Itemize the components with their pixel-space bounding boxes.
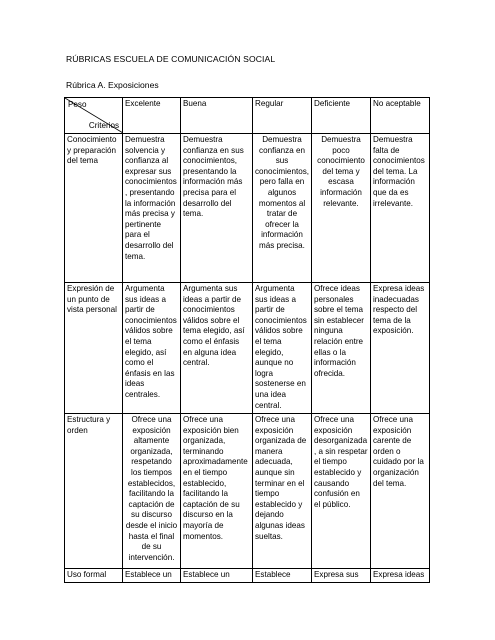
descriptor-cell-no-aceptable: Ofrece una exposición carente de orden o cuidado por la organización del tema.	[371, 414, 430, 569]
descriptor-cell-deficiente: Expresa sus	[312, 569, 371, 583]
descriptor-cell-deficiente: Ofrece ideas personales sobre el tema sin establecer ninguna relación entre ellas o la información ofrecida.	[312, 283, 371, 414]
descriptor-cell-excelente: Ofrece una exposición altamente organizada, respetando los tiempos establecidos, facilitando la captación de su discurso desde el inicio hasta el final de su intervención.	[123, 414, 181, 569]
rubric-row-uso-formal	[65, 569, 430, 583]
descriptor-cell-excelente: Argumenta sus ideas a partir de conocimientos válidos sobre el tema elegido, así como el énfasis en las ideas centrales.	[123, 283, 181, 414]
level-header-regular: Regular	[253, 98, 312, 134]
criterios-label: Criterios	[88, 121, 119, 131]
level-header-deficiente: Deficiente	[312, 98, 371, 134]
criterion-cell: Estructura y orden	[65, 414, 123, 569]
descriptor-cell-buena: Establece un	[181, 569, 253, 583]
page-title: RÚBRICAS ESCUELA DE COMUNICACIÓN SOCIAL	[66, 54, 276, 64]
criterion-cell: Uso formal	[65, 569, 123, 583]
descriptor-cell-regular: Establece	[253, 569, 312, 583]
descriptor-cell-excelente: Establece un	[123, 569, 181, 583]
peso-label: Peso	[68, 100, 87, 109]
criterion-cell: Expresión de un punto de vista personal	[65, 283, 123, 414]
descriptor-cell-excelente: Demuestra solvencia y confianza al expresar sus conocimientos, presentando la información más precisa y pertinente para el desarrollo del tema.	[123, 134, 181, 283]
descriptor-cell-no-aceptable: Demuestra falta de conocimientos del tema. La información que da es irrelevante.	[371, 134, 430, 283]
descriptor-cell-no-aceptable: Expresa ideas	[371, 569, 430, 583]
descriptor-cell-no-aceptable: Expresa ideas inadecuadas respecto del tema de la exposición.	[371, 283, 430, 414]
descriptor-cell-regular: Argumenta sus ideas a partir de conocimientos válidos sobre el tema elegido, aunque no logra sostenerse en una idea central.	[253, 283, 312, 414]
rubric-row-conocimiento	[65, 134, 430, 283]
descriptor-cell-buena: Ofrece una exposición bien organizada, terminando aproximadamente en el tiempo establecido, facilitando la captación de su discurso en la mayoría de momentos.	[181, 414, 253, 569]
level-header-buena: Buena	[181, 98, 253, 134]
descriptor-cell-deficiente: Ofrece una exposición desorganizada, a sin respetar el tiempo establecido y causando confusión en el público.	[312, 414, 371, 569]
rubric-row-estructura	[65, 414, 430, 569]
header-row	[65, 98, 430, 134]
descriptor-cell-buena: Argumenta sus ideas a partir de conocimientos válidos sobre el tema elegido, así como el énfasis en alguna idea central.	[181, 283, 253, 414]
level-header-excelente: Excelente	[123, 98, 181, 134]
descriptor-cell-buena: Demuestra confianza en sus conocimientos, presentando la información más precisa para el desarrollo del tema.	[181, 134, 253, 283]
corner-header-cell	[65, 98, 123, 134]
criterion-cell: Conocimiento y preparación del tema	[65, 134, 123, 283]
descriptor-cell-deficiente: Demuestra poco conocimiento del tema y escasa información relevante.	[312, 134, 371, 283]
rubric-row-punto-de-vista	[65, 283, 430, 414]
rubric-subtitle: Rúbrica A. Exposiciones	[66, 80, 159, 90]
descriptor-cell-regular: Ofrece una exposición organizada de manera adecuada, aunque sin terminar en el tiempo establecido y dejando algunas ideas sueltas.	[253, 414, 312, 569]
descriptor-cell-regular: Demuestra confianza en sus conocimientos, pero falla en algunos momentos al tratar de ofrecer la información más precisa.	[253, 134, 312, 283]
level-header-no-aceptable: No aceptable	[371, 98, 430, 134]
rubric-table	[64, 97, 430, 583]
